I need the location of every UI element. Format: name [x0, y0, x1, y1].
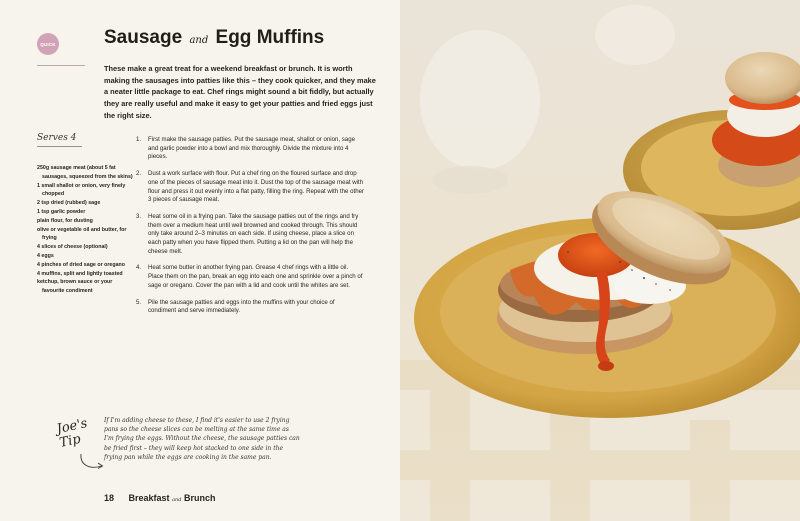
- page-number: 18: [104, 493, 115, 503]
- step-text: First make the sausage patties. Put the sausage meat, shallot or onion, sage and garlic powder into a bowl and mix thoroughly. Divide the mixture into 4 pieces.: [148, 136, 355, 161]
- method-steps: [136, 136, 364, 324]
- serves-label: Serves 4: [37, 133, 77, 143]
- method-step: [136, 299, 364, 316]
- step-text: Heat some butter in another frying pan. Grease 4 chef rings with a little oil. Place them on the pan, break an egg into each one and sprinkle over a pinch of sage or oregano. Cover the pan with a lid and cook until the whites are set.: [148, 264, 363, 289]
- title-and: and: [189, 35, 209, 46]
- method-step: [136, 136, 364, 162]
- step-text: Heat some oil in a frying pan. Take the sausage patties out of the rings and fry them over a medium heat until well browned and cooked through. This should only take around 2–3 minutes on each side. If using cheese, place a slice on each patty when you have flipped them. Putting a lid on the pan will help the cheese melt.: [148, 212, 359, 255]
- method-step: [136, 213, 364, 257]
- title-main: Sausage: [104, 27, 183, 48]
- method-step: [136, 264, 364, 290]
- badge-rule: [37, 65, 85, 66]
- step-number: 3.: [136, 212, 142, 220]
- egg-muffin-photo: [400, 0, 800, 521]
- ingredient-list: [37, 164, 135, 296]
- ingredient-item: ketchup, brown sauce or your favourite condiment: [37, 279, 113, 295]
- step-number: 1.: [136, 136, 142, 143]
- serves-rule: [37, 146, 82, 147]
- food-photo: [400, 0, 800, 521]
- ingredient-item: plain flour, for dusting: [37, 217, 93, 224]
- step-number: 5.: [136, 298, 142, 306]
- step-text: Pile the sausage patties and eggs into the muffins with your choice of condiment and serve immediately.: [148, 298, 335, 315]
- step-text: Dust a work surface with flour. Put a chef ring on the floured surface and drop one of the pieces of sausage meat into it. Dust the top of the sausage meat with flour and press it out evenly into a flat patty, filling the ring. Repeat with the other 3 pieces of sausage meat.: [148, 170, 364, 204]
- ingredient-item: 1 small shallot or onion, very finely chopped: [37, 182, 126, 198]
- quick-badge: QUICK: [37, 33, 59, 55]
- section-end: Brunch: [184, 493, 216, 503]
- ingredient-item: 4 muffins, split and lightly toasted: [37, 270, 123, 277]
- ingredient-item: 1 tsp garlic powder: [37, 208, 86, 215]
- tip-text: If I'm adding cheese to these, I find it's easier to use 2 frying pans so the cheese slices can be melting at the same time as I'm frying the eggs. Without the cheese, the sausage patties can be fried first – they will keep hot stacked to one side in the frying pan while the eggs are cooking in the same pan.: [104, 417, 300, 461]
- ingredient-item: olive or vegetable oil and butter, for frying: [37, 226, 127, 242]
- tip-heading: Joe's Tip: [55, 416, 89, 451]
- method-step: [136, 170, 364, 205]
- ingredient-item: 2 tsp dried (rubbed) sage: [37, 200, 101, 207]
- recipe-title: [104, 27, 324, 49]
- section-and: and: [172, 497, 182, 503]
- step-number: 4.: [136, 264, 142, 272]
- intro-paragraph: These make a great treat for a weekend breakfast or brunch. It is worth making the sausages into patties like this – they cook quicker, and they make a neater little package to eat. Chef rings might sound a bit fiddly, but actually they are really useful and make it easy to get your patties and fried eggs just the right size.: [104, 64, 376, 120]
- title-end: Egg Muffins: [215, 27, 325, 48]
- section-start: Breakfast: [128, 493, 170, 503]
- ingredient-item: 4 pinches of dried sage or oregano: [37, 261, 126, 268]
- page-footer: [104, 493, 216, 503]
- ingredient-item: 250g sausage meat (about 5 fat sausages, squeezed from the skins): [37, 165, 133, 180]
- ingredient-item: 4 slices of cheese (optional): [37, 244, 108, 251]
- ingredient-item: 4 eggs: [37, 252, 54, 259]
- step-number: 2.: [136, 170, 142, 178]
